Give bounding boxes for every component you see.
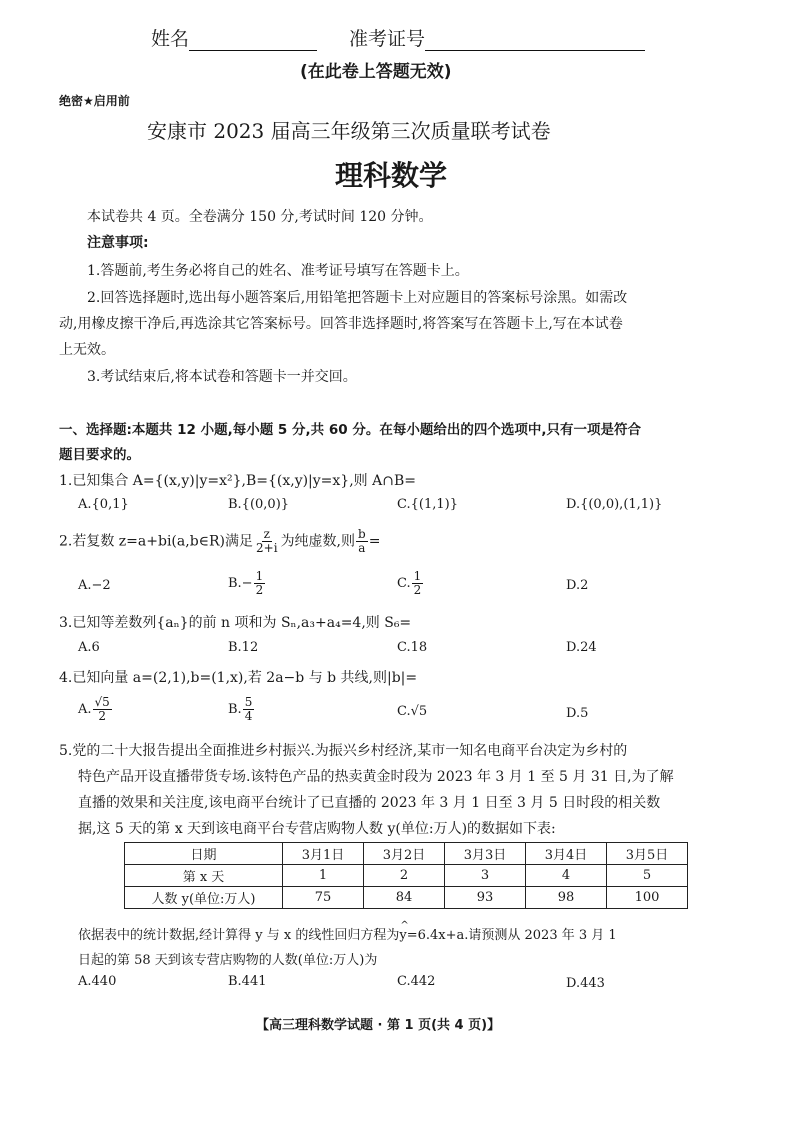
table-cell: 3月1日 xyxy=(283,843,364,865)
q2-stem-pre: 2.若复数 z=a+bi(a,b∈R)满足 xyxy=(59,533,254,550)
exam-title: 安康市 2023 届高三年级第三次质量联考试卷 xyxy=(147,119,551,143)
table-row xyxy=(125,887,688,909)
notice-item-3: 3.考试结束后,将本试卷和答题卡一并交回。 xyxy=(87,369,357,385)
q2-option-c: C. $\frac{1}{2}$ xyxy=(397,569,422,597)
q4-option-c: C.√5 xyxy=(397,704,428,719)
notice-item-2-line3: 上无效。 xyxy=(59,342,115,358)
q5-line-3: 直播的效果和关注度,该电商平台统计了已直播的 2023 年 3 月 1 日至 3 月 5 日时段的相关数 xyxy=(78,795,661,811)
y-hat: ^ y xyxy=(399,928,406,943)
table-cell: 4 xyxy=(526,865,607,887)
q2-fraction-ba: $\frac{b}{a}$ xyxy=(358,527,366,555)
table-cell: 3月5日 xyxy=(607,843,688,865)
q5-after-line-2: 日起的第 58 天到该专营店购物的人数(单位:万人)为 xyxy=(78,953,378,968)
ticket-label: 准考证号 xyxy=(349,28,426,50)
invalid-note: (在此卷上答题无效) xyxy=(300,62,452,82)
q3-option-c: C.18 xyxy=(397,640,428,655)
q3-option-a: A.6 xyxy=(78,640,100,655)
q1-option-b: B.{(0,0)} xyxy=(228,497,290,512)
section-heading-line2: 题目要求的。 xyxy=(59,447,140,463)
table-cell: 84 xyxy=(364,887,445,909)
table-cell: 第 x 天 xyxy=(125,865,283,887)
q2-option-b: B.− $\frac{1}{2}$ xyxy=(228,569,264,597)
subject-title: 理科数学 xyxy=(335,159,448,192)
table-cell: 93 xyxy=(445,887,526,909)
q4-option-b: B. $\frac{5}{4}$ xyxy=(228,695,253,723)
notice-item-1: 1.答题前,考生务必将自己的姓名、准考证号填写在答题卡上。 xyxy=(87,263,469,279)
q2-stem-mid: 为纯虚数,则 xyxy=(280,533,356,550)
q2-option-d: D.2 xyxy=(566,578,589,593)
q1-option-a: A.{0,1} xyxy=(78,497,129,512)
ticket-field xyxy=(349,24,645,51)
q5-option-d: D.443 xyxy=(566,976,605,991)
ticket-blank xyxy=(425,32,645,51)
q4-stem: 4.已知向量 a=(2,1),b=(1,x),若 2a−b 与 b 共线,则|b|= xyxy=(59,670,418,686)
table-cell: 人数 y(单位:万人) xyxy=(125,887,283,909)
table-cell: 3 xyxy=(445,865,526,887)
q5-line-4: 据,这 5 天的第 x 天到该电商平台专营店购物人数 y(单位:万人)的数据如下表: xyxy=(78,821,556,837)
q2-option-a: A.−2 xyxy=(78,578,111,593)
q5-option-c: C.442 xyxy=(397,974,436,989)
q5-option-a: A.440 xyxy=(78,974,117,989)
secret-mark: 绝密★启用前 xyxy=(59,94,130,108)
table-cell: 日期 xyxy=(125,843,283,865)
q4-option-d: D.5 xyxy=(566,706,589,721)
q2-stem-post: = xyxy=(368,533,381,550)
table-row xyxy=(125,843,688,865)
name-label: 姓名 xyxy=(151,28,190,50)
table-cell: 98 xyxy=(526,887,607,909)
table-cell: 2 xyxy=(364,865,445,887)
table-cell: 1 xyxy=(283,865,364,887)
notice-title: 注意事项: xyxy=(87,235,149,251)
q2-stem xyxy=(59,528,380,555)
q2-fraction-z: $\frac{z}{2+i}$ xyxy=(256,527,278,555)
exam-summary: 本试卷共 4 页。全卷满分 150 分,考试时间 120 分钟。 xyxy=(87,209,433,225)
q5-data-table xyxy=(124,842,688,909)
q3-option-b: B.12 xyxy=(228,640,259,655)
section-heading-line1: 一、选择题:本题共 12 小题,每小题 5 分,共 60 分。在每小题给出的四个选项中,只有一项是符合 xyxy=(59,422,641,438)
q4-option-a: A. $\frac{√5}{2}$ xyxy=(78,695,110,723)
table-cell: 3月2日 xyxy=(364,843,445,865)
q3-option-d: D.24 xyxy=(566,640,597,655)
table-cell: 3月3日 xyxy=(445,843,526,865)
q1-option-c: C.{(1,1)} xyxy=(397,497,458,512)
q3-stem: 3.已知等差数列{aₙ}的前 n 项和为 Sₙ,a₃+a₄=4,则 S₆= xyxy=(59,615,412,631)
q5-option-b: B.441 xyxy=(228,974,267,989)
q5-after-line-1: 依据表中的统计数据,经计算得 y 与 x 的线性回归方程为^ y=6.4x+a.请预测从 2023 年 3 月 1 xyxy=(78,924,617,943)
name-field xyxy=(151,24,317,51)
q1-option-d: D.{(0,0),(1,1)} xyxy=(566,497,663,512)
q5-line-2: 特色产品开设直播带货专场.该特色产品的热卖黄金时段为 2023 年 3 月 1 至 5 月 31 日,为了解 xyxy=(78,769,674,785)
table-cell: 5 xyxy=(607,865,688,887)
table-cell: 100 xyxy=(607,887,688,909)
q5-line-1: 5.党的二十大报告提出全面推进乡村振兴.为振兴乡村经济,某市一知名电商平台决定为乡村的 xyxy=(59,743,628,759)
notice-item-2-line2: 动,用橡皮擦干净后,再选涂其它答案标号。回答非选择题时,将答案写在答题卡上,写在本试卷 xyxy=(59,316,623,332)
table-cell: 75 xyxy=(283,887,364,909)
notice-item-2-line1: 2.回答选择题时,选出每小题答案后,用铅笔把答题卡上对应题目的答案标号涂黑。如需改 xyxy=(87,290,628,306)
table-row xyxy=(125,865,688,887)
table-cell: 3月4日 xyxy=(526,843,607,865)
q1-stem: 1.已知集合 A={(x,y)|y=x²},B={(x,y)|y=x},则 A∩B= xyxy=(59,473,416,489)
name-blank xyxy=(189,32,317,51)
page-footer: 【高三理科数学试题 · 第 1 页(共 4 页)】 xyxy=(256,1018,501,1033)
